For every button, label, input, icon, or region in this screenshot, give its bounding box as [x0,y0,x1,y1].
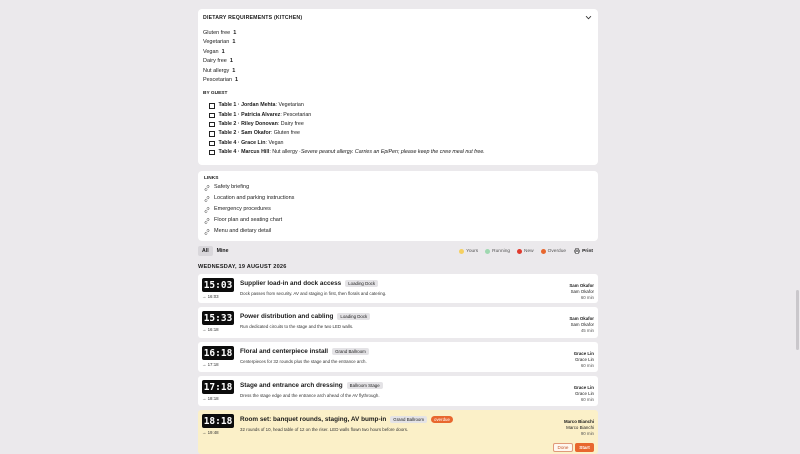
location-tag: Loading Dock [345,280,378,287]
start-time: 18:18 [203,415,233,427]
link-item[interactable]: Floor plan and seating chart [204,215,592,226]
dietary-summary-row: Vegetarian 1 [203,39,236,46]
link-item[interactable]: Menu and dietary detail [204,226,592,237]
by-guest-heading: BY GUEST [203,91,228,97]
end-time: → 18:18 [202,396,219,401]
guest-row: Table 1 · Patricia Alvarez : Pescetarian [209,111,592,120]
guest-checkbox[interactable] [209,113,215,119]
assignee: Sam Okafor Sam Okafor 45 min [569,316,594,333]
guest-row: Table 2 · Sam Okafor : Gluten free [209,129,592,138]
overdue-badge: overdue [431,416,453,423]
filter-toggle [198,246,232,256]
task-description: 32 rounds of 10, head table of 12 on the riser. LED walls flown two hours before doors. [240,427,409,432]
location-tag: Loading Dock [337,313,370,320]
task-title: Room set: banquet rounds, staging, AV bump-in Grand Ballroom overdue [240,416,453,423]
filter-mine-button[interactable]: Mine [216,248,229,254]
start-time: 17:18 [203,381,233,393]
scrollbar[interactable] [796,290,799,350]
task-title: Stage and entrance arch dressing Ballroom Stage [240,382,383,389]
schedule-toolbar [198,246,598,258]
guest-checkbox[interactable] [209,141,215,147]
dietary-summary-row: Nut allergy 1 [203,67,236,74]
dietary-summary [203,29,592,85]
guest-row: Table 2 · Riley Donovan : Dairy free [209,120,592,129]
link-icon [204,218,210,224]
guest-row: Table 4 · Grace Lin : Vegan [209,139,592,148]
task-description: Dock passes from security. AV and staging in first, then florals and catering. [240,291,387,296]
task-card[interactable] [198,307,598,338]
chevron-down-icon[interactable] [585,14,592,21]
start-time: 15:33 [203,312,233,324]
legend-item: Running [485,249,510,254]
guest-checkbox[interactable] [209,122,215,128]
dietary-summary-row: Pescetarian 1 [203,77,239,84]
task-card-overdue[interactable] [198,410,598,454]
assignee: Grace Lin Grace Lin 60 min [573,385,594,402]
task-description: Run dedicated circuits to the stage and the two LED walls. [240,324,354,329]
task-card[interactable] [198,342,598,372]
link-item[interactable]: Safety briefing [204,182,592,193]
end-time: → 16:03 [202,294,219,299]
dietary-summary-row: Dairy free 1 [203,58,233,65]
dietary-summary-row: Gluten free 1 [203,30,237,36]
filter-all-button[interactable]: All [198,246,213,256]
dietary-title: DIETARY REQUIREMENTS (KITCHEN) [203,15,303,21]
link-item[interactable]: Emergency procedures [204,204,592,215]
guest-list [203,101,592,157]
legend-item: Overdue [541,249,566,254]
task-title: Floral and centerpiece install Grand Ballroom [240,348,369,355]
printer-icon [574,248,580,254]
done-button[interactable]: Done [553,443,573,452]
links-card [198,171,598,241]
end-time: → 16:18 [202,327,219,332]
guest-checkbox[interactable] [209,150,215,156]
location-tag: Grand Ballroom [332,348,369,355]
link-item[interactable]: Location and parking instructions [204,193,592,204]
date-header: WEDNESDAY, 19 AUGUST 2026 [198,264,287,270]
location-tag: Ballroom Stage [347,382,383,389]
legend-item: Yours [459,249,478,254]
start-button[interactable]: Start [575,443,594,452]
dietary-card [198,9,598,165]
location-tag: Grand Ballroom [390,416,427,423]
assignee: Marco Bianchi Marco Bianchi 90 min [563,419,594,436]
link-icon [204,207,210,213]
dietary-summary-row: Vegan 1 [203,48,225,55]
task-description: Centerpieces for 32 rounds plus the stage and the entrance arch. [240,359,367,364]
task-card[interactable] [198,376,598,406]
link-icon [204,229,210,235]
start-time: 15:03 [203,279,233,291]
legend-item: New [517,249,534,254]
status-legend [452,248,593,254]
guest-checkbox[interactable] [209,131,215,137]
task-description: Dress the stage edge and the entrance arch ahead of the AV flythrough. [240,393,380,398]
task-title: Supplier load-in and dock access Loading Dock [240,280,378,287]
link-icon [204,196,210,202]
end-time: → 19:48 [202,430,219,435]
guest-row: Table 4 · Marcus Hill : Nut allergy · Severe peanut allergy. Carries an EpiPen; please keep the crew meal nut free. [209,148,592,157]
end-time: → 17:18 [202,362,219,367]
assignee: Sam Okafor Sam Okafor 60 min [569,283,594,300]
assignee: Grace Lin Grace Lin 60 min [573,351,594,368]
link-icon [204,185,210,191]
guest-checkbox[interactable] [209,103,215,109]
links-title: LINKS [204,176,219,181]
task-card[interactable] [198,274,598,303]
guest-row: Table 1 · Jordan Mehta : Vegetarian [209,101,592,110]
start-time: 16:18 [203,347,233,359]
task-title: Power distribution and cabling Loading Dock [240,313,370,320]
print-button[interactable]: Print [574,248,593,254]
